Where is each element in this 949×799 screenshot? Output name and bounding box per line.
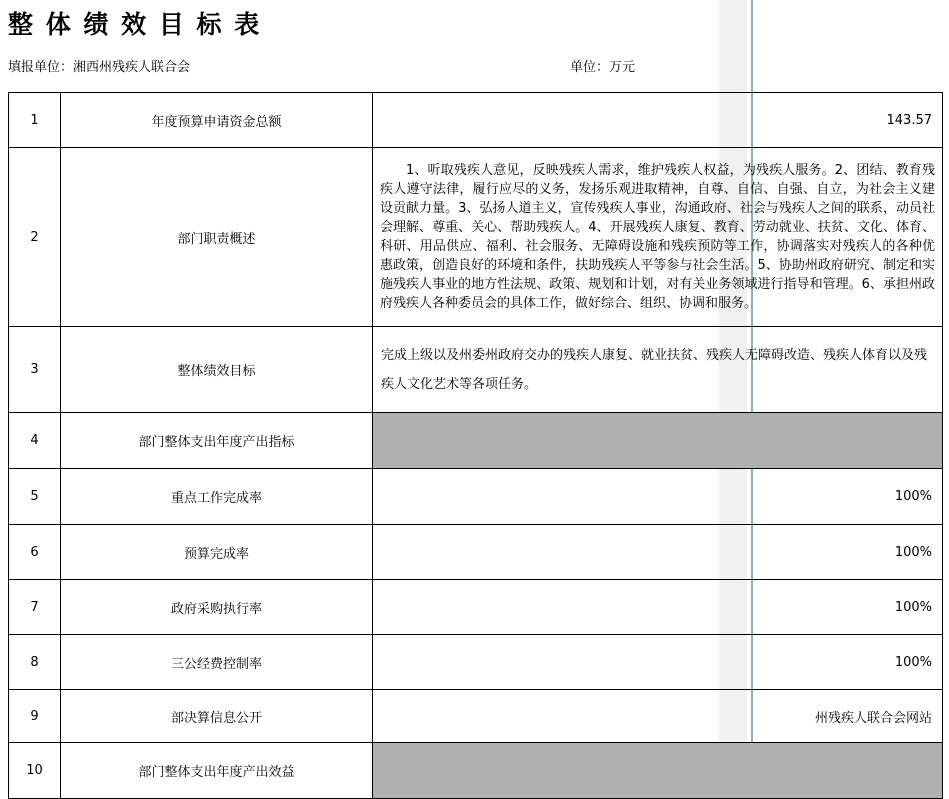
- table-row: [9, 525, 943, 580]
- page-title: 整 体 绩 效 目 标 表: [8, 10, 262, 39]
- table-row: [9, 469, 943, 525]
- row-index-cell: 6: [9, 525, 61, 580]
- row-label-cell: 三公经费控制率: [61, 635, 373, 690]
- row-index-cell: 5: [9, 469, 61, 525]
- row-value-cell: 州残疾人联合会网站: [373, 690, 943, 743]
- row-value-cell: 1、听取残疾人意见，反映残疾人需求，维护残疾人权益，为残疾人服务。2、团结、教育残疾人遵守法律，履行应尽的义务，发扬乐观进取精神，自尊、自信、自强、自立，为社会主义建设贡献力量。3、弘扬人道主义，宣传残疾人事业，沟通政府、社会与残疾人之间的联系，动员社会理解、尊重、关心、帮助残疾人。4、开展残疾人康复、教育、劳动就业、扶贫、文化、体育、科研、用品供应、福利、社会服务、无障碍设施和残疾预防等工作，协调落实对残疾人的各种优惠政策，创造良好的环境和条件，扶助残疾人平等参与社会生活。5、协助州政府研究、制定和实施残疾人事业的地方性法规、政策、规划和计划，对有关业务领域进行指导和管理。6、承担州政府残疾人各种委员会的具体工作，做好综合、组织、协调和服务。: [373, 148, 943, 327]
- row-label-cell: 预算完成率: [61, 525, 373, 580]
- row-value-cell: 100%: [373, 635, 943, 690]
- row-index-cell: 3: [9, 327, 61, 413]
- table-row: [9, 580, 943, 635]
- row-index-cell: 9: [9, 690, 61, 743]
- row-value-cell: 100%: [373, 580, 943, 635]
- row-value-cell: 143.57: [373, 93, 943, 148]
- reporting-unit-label: 填报单位：湘西州残疾人联合会: [8, 60, 191, 75]
- row-label-cell: 部门职责概述: [61, 148, 373, 327]
- row-index-cell: 2: [9, 148, 61, 327]
- row-label-cell: 部门整体支出年度产出效益: [61, 743, 373, 799]
- row-value-cell-gray: [373, 743, 943, 799]
- table-row: [9, 635, 943, 690]
- table-row: [9, 743, 943, 799]
- row-label-cell: 部决算信息公开: [61, 690, 373, 743]
- unit-label: 单位：万元: [570, 60, 636, 75]
- row-label-cell: 年度预算申请资金总额: [61, 93, 373, 148]
- row-index-cell: 1: [9, 93, 61, 148]
- row-value-cell-gray: [373, 413, 943, 469]
- row-index-cell: 10: [9, 743, 61, 799]
- row-label-cell: 政府采购执行率: [61, 580, 373, 635]
- performance-target-table: [8, 92, 943, 799]
- table-row: [9, 327, 943, 413]
- row-index-cell: 4: [9, 413, 61, 469]
- table-row: [9, 690, 943, 743]
- row-index-cell: 8: [9, 635, 61, 690]
- row-label-cell: 重点工作完成率: [61, 469, 373, 525]
- row-value-cell: 完成上级以及州委州政府交办的残疾人康复、就业扶贫、残疾人无障碍改造、残疾人体育以及残疾人文化艺术等各项任务。: [373, 327, 943, 413]
- table-row: [9, 93, 943, 148]
- row-value-cell: 100%: [373, 469, 943, 525]
- row-label-cell: 部门整体支出年度产出指标: [61, 413, 373, 469]
- row-index-cell: 7: [9, 580, 61, 635]
- row-value-cell: 100%: [373, 525, 943, 580]
- subheader: [0, 56, 949, 76]
- table-row: [9, 413, 943, 469]
- row-label-cell: 整体绩效目标: [61, 327, 373, 413]
- table-row: [9, 148, 943, 327]
